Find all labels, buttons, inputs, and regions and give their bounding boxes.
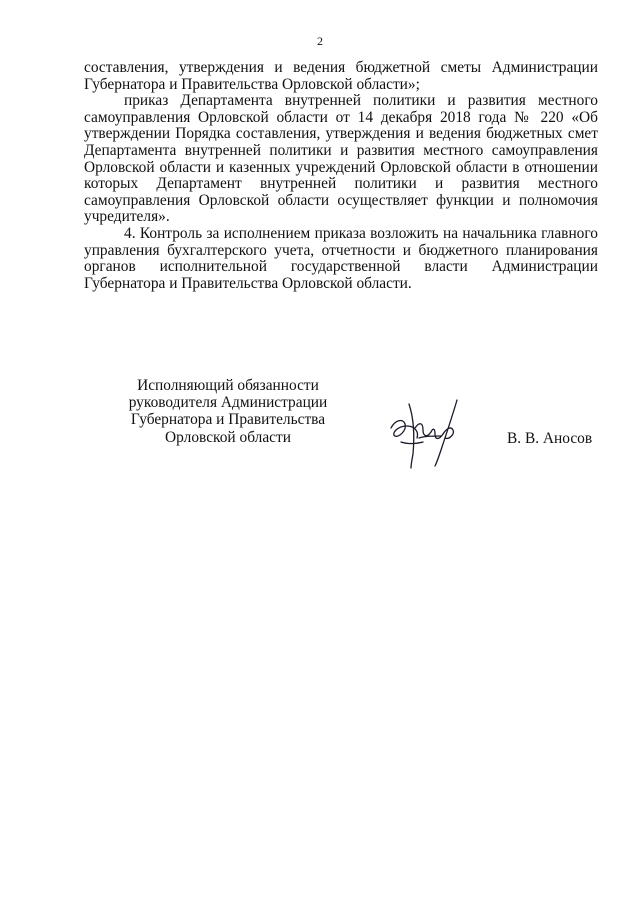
page-number: 2 — [317, 34, 323, 48]
paragraph-control-clause: 4. Контроль за исполнением приказа возложить на начальника главного управления бухгалтерского учета, отчетности и бюджетного планирования органов исполнительной государственной власти Администрации Губернатора и Правительства Орловской области. — [84, 224, 598, 292]
handwritten-signature — [385, 398, 465, 470]
position-line: Орловской области — [165, 428, 291, 446]
document-body — [84, 60, 598, 292]
signatory-position — [112, 377, 344, 446]
paragraph-order-reference: приказ Департамента внутренней политики и развития местного самоуправления Орловской области от 14 декабря 2018 года № 220 «Об утверждении Порядка составления, утверждения и ведения бюджетных смет Департамента внутренней политики и развития местного самоуправления Орловской области и казенных учреждений Орловской области в отношении которых Департамент внутренней политики и развития местного самоуправления Орловской области осуществляет функции и полномочия учредителя». — [84, 92, 598, 226]
position-line: Исполняющий обязанности — [137, 377, 319, 394]
position-line: руководителя Администрации — [128, 394, 328, 412]
paragraph-continuation: составления, утверждения и ведения бюджетной сметы Администрации Губернатора и Правительства Орловской области»; — [84, 59, 598, 93]
signer-name: В. В. Аносов — [507, 430, 593, 447]
position-line: Губернатора и Правительства — [130, 411, 326, 429]
